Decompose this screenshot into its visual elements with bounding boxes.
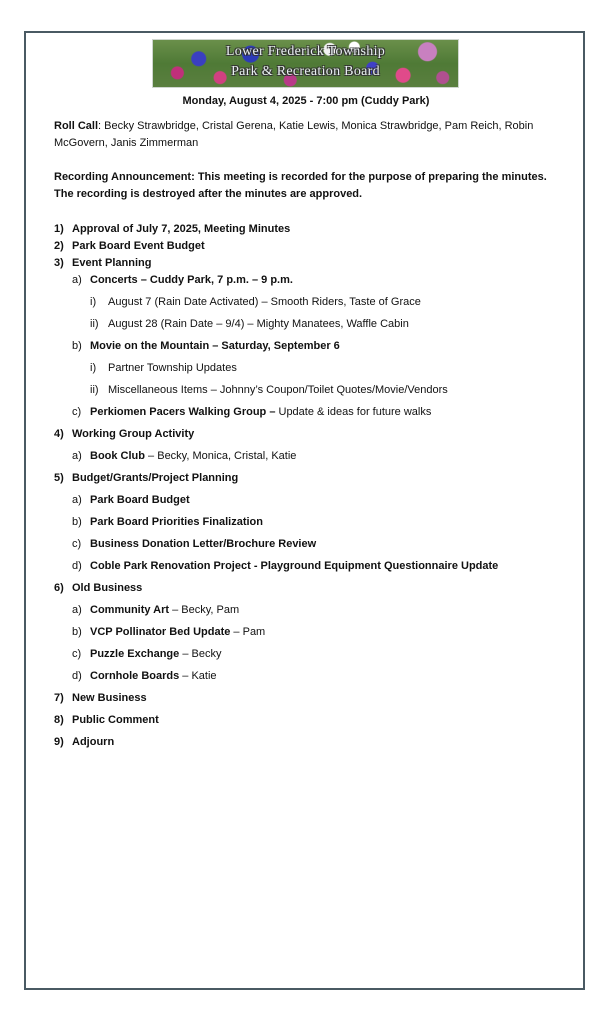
agenda-item (54, 734, 554, 751)
agenda-subsubitem (54, 294, 554, 311)
item-title: Event Planning (72, 257, 152, 269)
subitem-title: Cornhole Boards (90, 670, 180, 682)
agenda-subsubitem (54, 382, 554, 399)
item-number: 4) (54, 428, 64, 440)
agenda-list (54, 221, 554, 751)
subitem-letter: b) (72, 626, 82, 638)
item-title: Old Business (72, 582, 143, 594)
subitem-letter: a) (72, 450, 82, 462)
subsubitem-numeral: ii) (90, 318, 99, 330)
item-title: Budget/Grants/Project Planning (72, 472, 239, 484)
agenda-subitem (54, 272, 554, 289)
subitem-letter: c) (72, 538, 82, 550)
subitem-letter: d) (72, 670, 82, 682)
subitem-title: Movie on the Mountain – Saturday, September 6 (90, 340, 340, 352)
subitem-letter: b) (72, 516, 82, 528)
header-banner-image (152, 39, 459, 88)
subitem-detail: – Becky, Pam (169, 604, 240, 616)
agenda-content (54, 118, 554, 751)
agenda-subitem (54, 338, 554, 355)
subsubitem-numeral: i) (90, 296, 97, 308)
subitem-title: VCP Pollinator Bed Update (90, 626, 231, 638)
agenda-item (54, 238, 554, 255)
item-title: Approval of July 7, 2025, Meeting Minutes (72, 223, 291, 235)
item-number: 5) (54, 472, 64, 484)
agenda-subitem (54, 514, 554, 531)
subitem-letter: c) (72, 648, 82, 660)
subsubitem-text: Miscellaneous Items – Johnny’s Coupon/Toilet Quotes/Movie/Vendors (108, 384, 448, 396)
subitem-letter: c) (72, 406, 82, 418)
item-title: Park Board Event Budget (72, 240, 205, 252)
subitem-title: Park Board Budget (90, 494, 190, 506)
item-number: 9) (54, 736, 64, 748)
subitem-detail: – Katie (179, 670, 217, 682)
agenda-subitem (54, 558, 554, 575)
agenda-subitem (54, 668, 554, 685)
subitem-letter: b) (72, 340, 82, 352)
item-title: Adjourn (72, 736, 115, 748)
agenda-item (54, 221, 554, 238)
agenda-item (54, 255, 554, 272)
subitem-letter: a) (72, 494, 82, 506)
subitem-detail: – Becky (179, 648, 222, 660)
subitem-title: Concerts – Cuddy Park, 7 p.m. – 9 p.m. (90, 274, 293, 286)
item-number: 3) (54, 257, 64, 269)
subitem-title: Perkiomen Pacers Walking Group – (90, 406, 276, 418)
item-number: 7) (54, 692, 64, 704)
subsubitem-text: August 7 (Rain Date Activated) – Smooth Riders, Taste of Grace (108, 296, 421, 308)
item-title: New Business (72, 692, 147, 704)
agenda-item (54, 712, 554, 729)
subitem-detail: – Pam (230, 626, 266, 638)
item-number: 1) (54, 223, 64, 235)
subsubitem-text: August 28 (Rain Date – 9/4) – Mighty Manatees, Waffle Cabin (108, 318, 409, 330)
item-number: 2) (54, 240, 64, 252)
roll-call (54, 118, 554, 152)
subitem-letter: a) (72, 604, 82, 616)
agenda-subitem (54, 492, 554, 509)
banner-title-line1: Lower Frederick Township (225, 44, 386, 59)
agenda-subitem (54, 448, 554, 465)
meeting-date: Monday, August 4, 2025 - 7:00 pm (Cuddy Park) (182, 95, 430, 107)
banner-title-line2: Park & Recreation Board (231, 64, 380, 79)
subitem-letter: d) (72, 560, 82, 572)
subitem-title: Park Board Priorities Finalization (90, 516, 263, 528)
item-title: Public Comment (72, 714, 159, 726)
subitem-title: Book Club (90, 450, 145, 462)
roll-call-names: : Becky Strawbridge, Cristal Gerena, Katie Lewis, Monica Strawbridge, Pam Reich, Robin McGovern, Janis Zimmerman (54, 120, 534, 149)
item-number: 8) (54, 714, 64, 726)
subitem-title: Puzzle Exchange (90, 648, 180, 660)
agenda-subsubitem (54, 360, 554, 377)
agenda-subitem (54, 536, 554, 553)
agenda-item (54, 470, 554, 487)
agenda-item (54, 580, 554, 597)
agenda-subitem (54, 404, 554, 421)
agenda-item (54, 690, 554, 707)
subitem-letter: a) (72, 274, 82, 286)
subitem-detail: Update & ideas for future walks (275, 406, 432, 418)
roll-call-label: Roll Call (54, 120, 99, 132)
agenda-subitem (54, 624, 554, 641)
recording-announcement: Recording Announcement: This meeting is recorded for the purpose of preparing the minutes. The recording is destroyed after the minutes are approved. (54, 171, 547, 200)
item-title: Working Group Activity (72, 428, 195, 440)
item-number: 6) (54, 582, 64, 594)
agenda-subitem (54, 602, 554, 619)
subitem-title: Community Art (90, 604, 170, 616)
subitem-title: Coble Park Renovation Project - Playground Equipment Questionnaire Update (90, 560, 499, 572)
subsubitem-text: Partner Township Updates (108, 362, 237, 374)
agenda-item (54, 426, 554, 443)
subsubitem-numeral: i) (90, 362, 97, 374)
subitem-title: Business Donation Letter/Brochure Review (90, 538, 317, 550)
subitem-detail: – Becky, Monica, Cristal, Katie (145, 450, 297, 462)
subsubitem-numeral: ii) (90, 384, 99, 396)
agenda-subsubitem (54, 316, 554, 333)
agenda-subitem (54, 646, 554, 663)
